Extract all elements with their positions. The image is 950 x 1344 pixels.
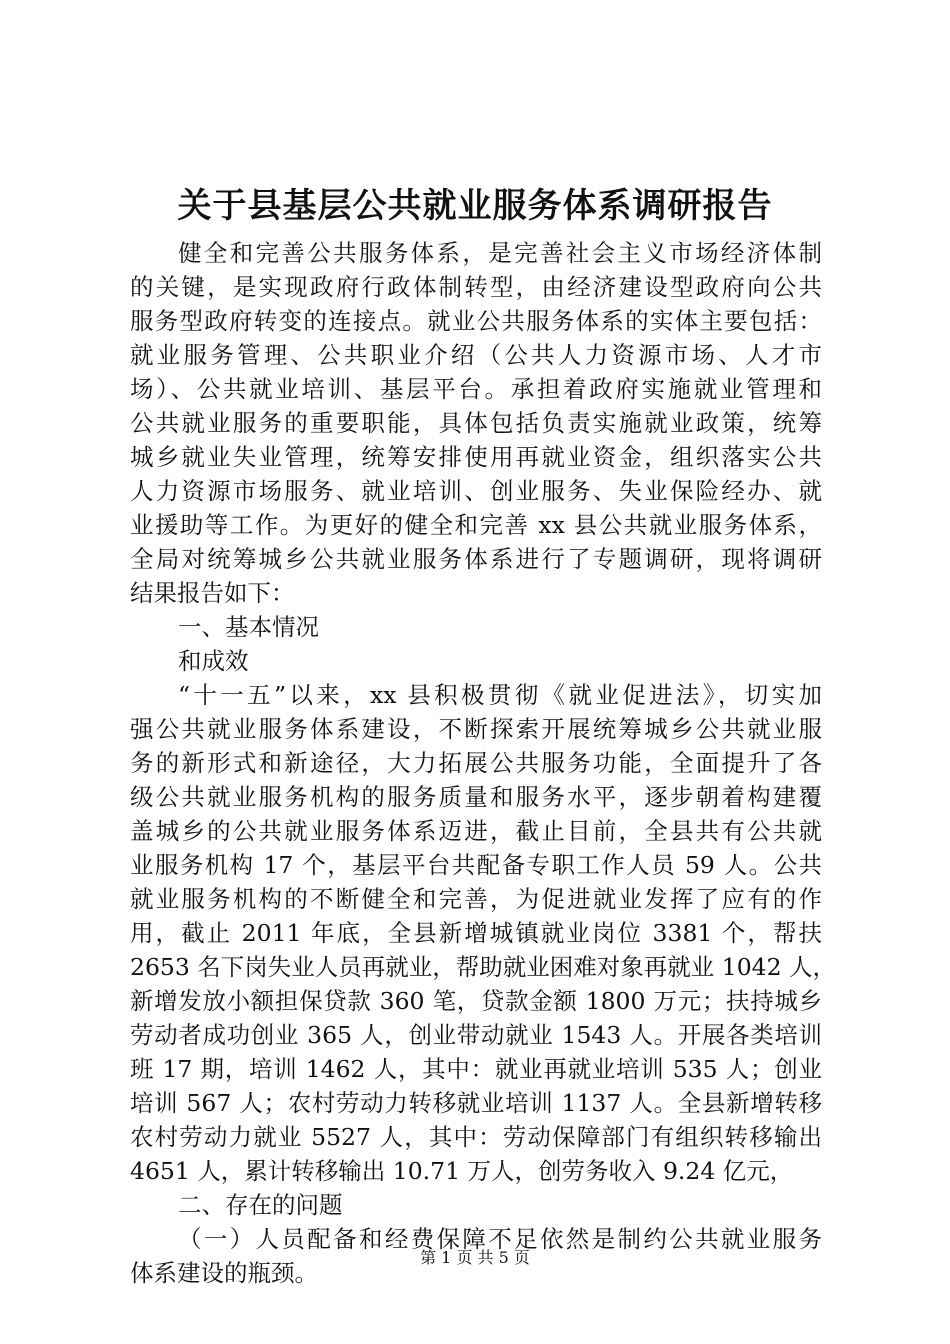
- paragraph: [130, 610, 822, 644]
- text-line: 公共就业服务的重要职能，具体包括负责实施就业政策，统筹: [130, 409, 822, 437]
- text-line: 新增发放小额担保贷款 360 笔，贷款金额 1800 万元；扶持城乡: [130, 987, 822, 1015]
- document-body: [130, 236, 837, 1290]
- text-line: 2653 名下岗失业人员再就业，帮助就业困难对象再就业 1042 人，: [130, 953, 837, 981]
- paragraph: [130, 236, 822, 610]
- text-line: 场）、公共就业培训、基层平台。承担着政府实施就业管理和: [130, 375, 822, 403]
- text-line: 业服务机构 17 个，基层平台共配备专职工作人员 59 人。公共: [130, 851, 822, 879]
- paragraph: [130, 1188, 822, 1222]
- text-line: 盖城乡的公共就业服务体系迈进，截止目前，全县共有公共就: [130, 817, 822, 845]
- text-line: 农村劳动力就业 5527 人，其中：劳动保障部门有组织转移输出: [130, 1123, 822, 1151]
- text-line: 务的新形式和新途径，大力拓展公共服务功能，全面提升了各: [130, 749, 822, 777]
- text-line: 城乡就业失业管理，统筹安排使用再就业资金，组织落实公共: [130, 443, 822, 471]
- text-line: 全局对统筹城乡公共就业服务体系进行了专题调研，现将调研: [130, 545, 822, 573]
- text-line: 和成效: [178, 647, 249, 675]
- text-line: 用，截止 2011 年底，全县新增城镇就业岗位 3381 个，帮扶: [130, 919, 822, 947]
- text-line: 强公共就业服务体系建设，不断探索开展统筹城乡公共就业服: [130, 715, 822, 743]
- page-footer: 第 1 页 共 5 页: [420, 1248, 530, 1267]
- text-line: 业援助等工作。为更好的健全和完善 xx 县公共就业服务体系，: [130, 511, 822, 539]
- text-line: 4651 人，累计转移输出 10.71 万人，创劳务收入 9.24 亿元，: [130, 1157, 794, 1185]
- text-line: 劳动者成功创业 365 人，创业带动就业 1543 人。开展各类培训: [130, 1021, 822, 1049]
- text-line: 健全和完善公共服务体系，是完善社会主义市场经济体制: [178, 239, 822, 267]
- text-line: 服务型政府转变的连接点。就业公共服务体系的实体主要包括：: [130, 307, 822, 335]
- text-line: 级公共就业服务机构的服务质量和服务水平，逐步朝着构建覆: [130, 783, 822, 811]
- text-line: （一）人员配备和经费保障不足依然是制约公共就业服务: [178, 1225, 822, 1253]
- text-line: 培训 567 人；农村劳动力转移就业培训 1137 人。全县新增转移: [130, 1089, 822, 1117]
- text-line: 就业服务机构的不断健全和完善，为促进就业发挥了应有的作: [130, 885, 822, 913]
- text-line: 班 17 期，培训 1462 人，其中：就业再就业培训 535 人；创业: [130, 1055, 822, 1083]
- document-title: 关于县基层公共就业服务体系调研报告: [177, 186, 773, 226]
- text-line: 一、基本情况: [178, 613, 319, 641]
- text-line: 体系建设的瓶颈。: [130, 1259, 318, 1287]
- paragraph: [130, 678, 837, 1188]
- paragraph: [130, 644, 822, 678]
- text-line: 人力资源市场服务、就业培训、创业服务、失业保险经办、就: [130, 477, 822, 505]
- text-line: 的关键，是实现政府行政体制转型，由经济建设型政府向公共: [130, 273, 822, 301]
- text-line: 结果报告如下：: [130, 579, 295, 607]
- text-line: “十一五”以来，xx 县积极贯彻《就业促进法》，切实加: [178, 681, 822, 709]
- text-line: 就业服务管理、公共职业介绍（公共人力资源市场、人才市: [130, 341, 822, 369]
- text-line: 二、存在的问题: [178, 1191, 343, 1219]
